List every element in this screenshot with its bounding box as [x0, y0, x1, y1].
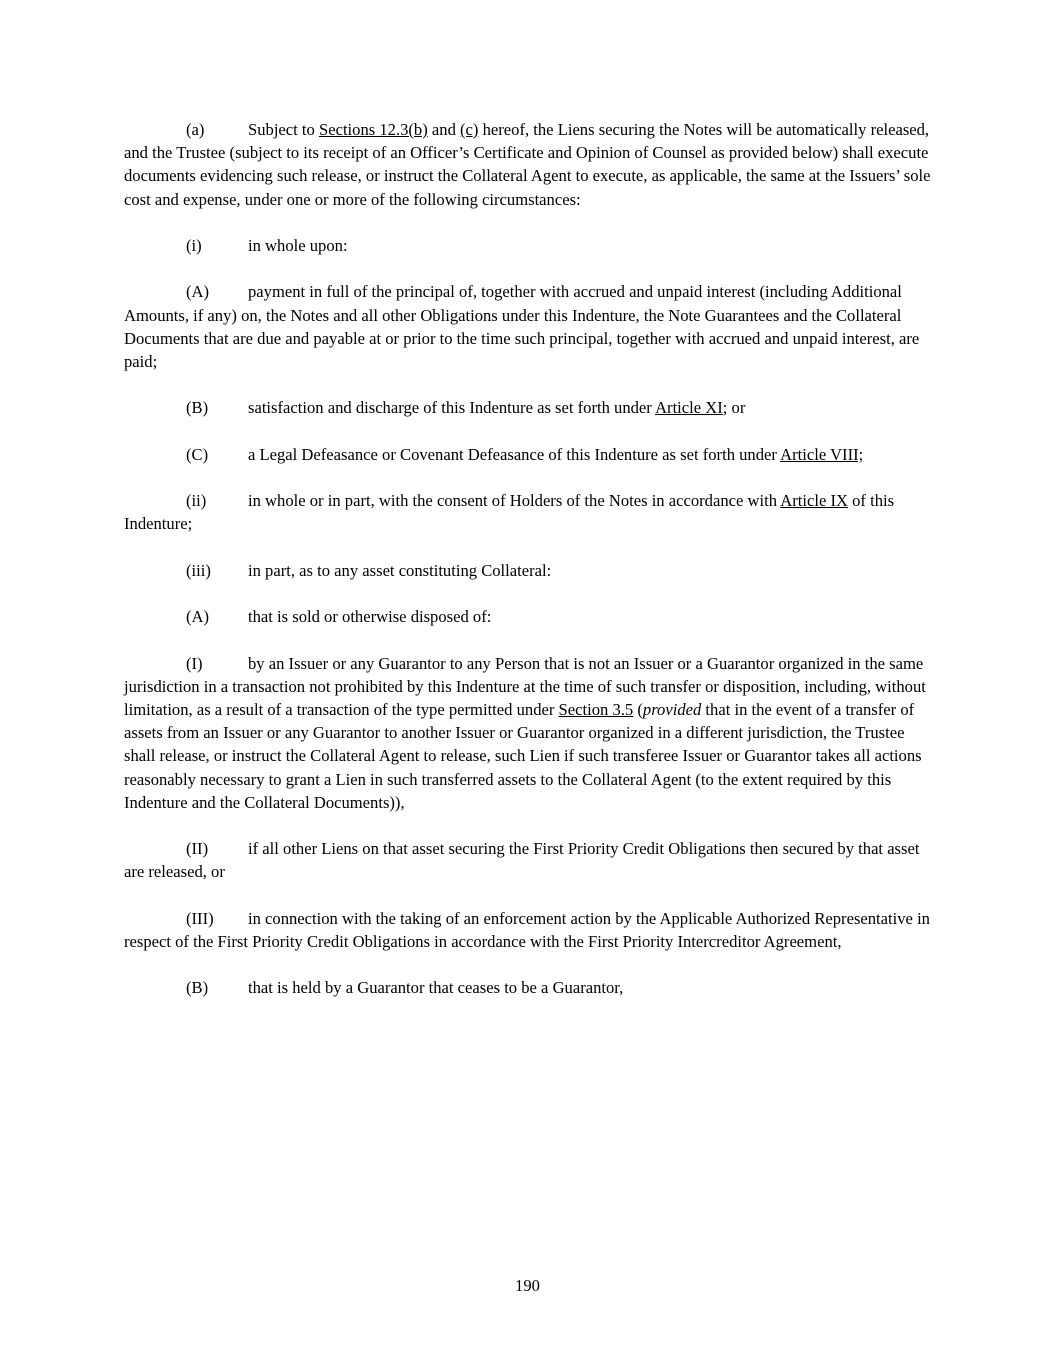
list-label: (A)	[186, 282, 210, 302]
text-run: in part, as to any asset constituting Collateral:	[248, 560, 552, 580]
text-run: hereof, the Liens securing the Notes will be automatically released, and the Trustee (subject to its receipt of an Officer’s Certificate and Opinion of Counsel as provided below) shall execute documents evidencing such release, or instruct the Collateral Agent to execute, as applicable, the same at the Issuers’ sole cost and expense, under one or more of the following circumstances:	[124, 120, 931, 209]
clause-iii-A-I	[124, 652, 931, 814]
text-run: by an Issuer or any Guarantor to any Person that is not an Issuer or a Guarantor organized in the same jurisdiction in a transaction not prohibited by this Indenture at the time of such transfer or disposition, including, without limitation, as a result of a transaction of the type permitted under	[124, 653, 926, 719]
section-reference: Article XI	[655, 398, 723, 418]
emphasis-text: provided	[642, 699, 702, 719]
list-label: (ii)	[186, 491, 207, 511]
list-label: (III)	[186, 908, 214, 928]
document-body	[124, 118, 931, 1000]
text-run: Subject to	[248, 120, 319, 139]
text-run: (	[633, 699, 643, 719]
text-run: if all other Liens on that asset securing the First Priority Credit Obligations then secured by that asset are released, or	[124, 839, 920, 882]
text-run: ; or	[722, 398, 746, 418]
text-run: in whole or in part, with the consent of Holders of the Notes in accordance with	[248, 491, 781, 511]
text-run: that is held by a Guarantor that ceases to be a Guarantor,	[248, 978, 624, 998]
text-run: in connection with the taking of an enforcement action by the Applicable Authorized Representative in respect of the First Priority Credit Obligations in accordance with the First Priority Intercreditor Agreement,	[124, 908, 930, 951]
clause-i	[124, 234, 931, 257]
clause-iii-B	[124, 976, 931, 999]
clause-i-A	[124, 280, 931, 373]
section-reference: Section 3.5	[558, 699, 634, 719]
list-label: (iii)	[186, 560, 211, 580]
text-run: that in the event of a transfer of assets from an Issuer or any Guarantor to another Issuer or Guarantor organized in a different jurisdiction, the Trustee shall release, or instruct the Collateral Agent to release, such Lien if such transferee Issuer or Guarantor takes all actions reasonably necessary to grant a Lien in such transferred assets to the Collateral Agent (to the extent required by this Indenture and the Collateral Documents)),	[124, 699, 922, 812]
section-reference: Article IX	[780, 491, 848, 511]
section-reference: Article VIII;	[780, 444, 864, 464]
clause-i-C	[124, 443, 931, 466]
text-run: and	[427, 120, 461, 139]
list-label: (II)	[186, 839, 209, 859]
clause-ii	[124, 489, 931, 535]
clause-iii-A	[124, 605, 931, 628]
text-run: that is sold or otherwise disposed of:	[248, 607, 492, 627]
list-label: (i)	[186, 236, 202, 255]
clause-iii-A-III	[124, 907, 931, 953]
list-label: (I)	[186, 653, 203, 673]
clause-iii	[124, 559, 931, 582]
text-run: in whole upon:	[248, 236, 348, 255]
list-label: (B)	[186, 978, 209, 998]
list-label: (a)	[186, 120, 205, 139]
text-run: payment in full of the principal of, together with accrued and unpaid interest (including Additional Amounts, if any) on, the Notes and all other Obligations under this Indenture, the Note Guarantees and the Collateral Documents that are due and payable at or prior to the time such principal, together with accrued and unpaid interest, are paid;	[124, 282, 920, 371]
section-reference: (c)	[460, 120, 479, 139]
list-label: (C)	[186, 444, 209, 464]
clause-iii-A-II	[124, 837, 931, 883]
paragraph-a	[124, 118, 931, 211]
list-label: (B)	[186, 398, 209, 418]
section-reference: Sections 12.3(b)	[318, 120, 428, 139]
clause-i-B	[124, 396, 931, 419]
page-number: 190	[515, 1276, 540, 1295]
list-label: (A)	[186, 607, 210, 627]
text-run: of this Indenture;	[124, 491, 895, 534]
text-run: a Legal Defeasance or Covenant Defeasance of this Indenture as set forth under	[248, 444, 781, 464]
text-run: satisfaction and discharge of this Indenture as set forth under	[248, 398, 656, 418]
